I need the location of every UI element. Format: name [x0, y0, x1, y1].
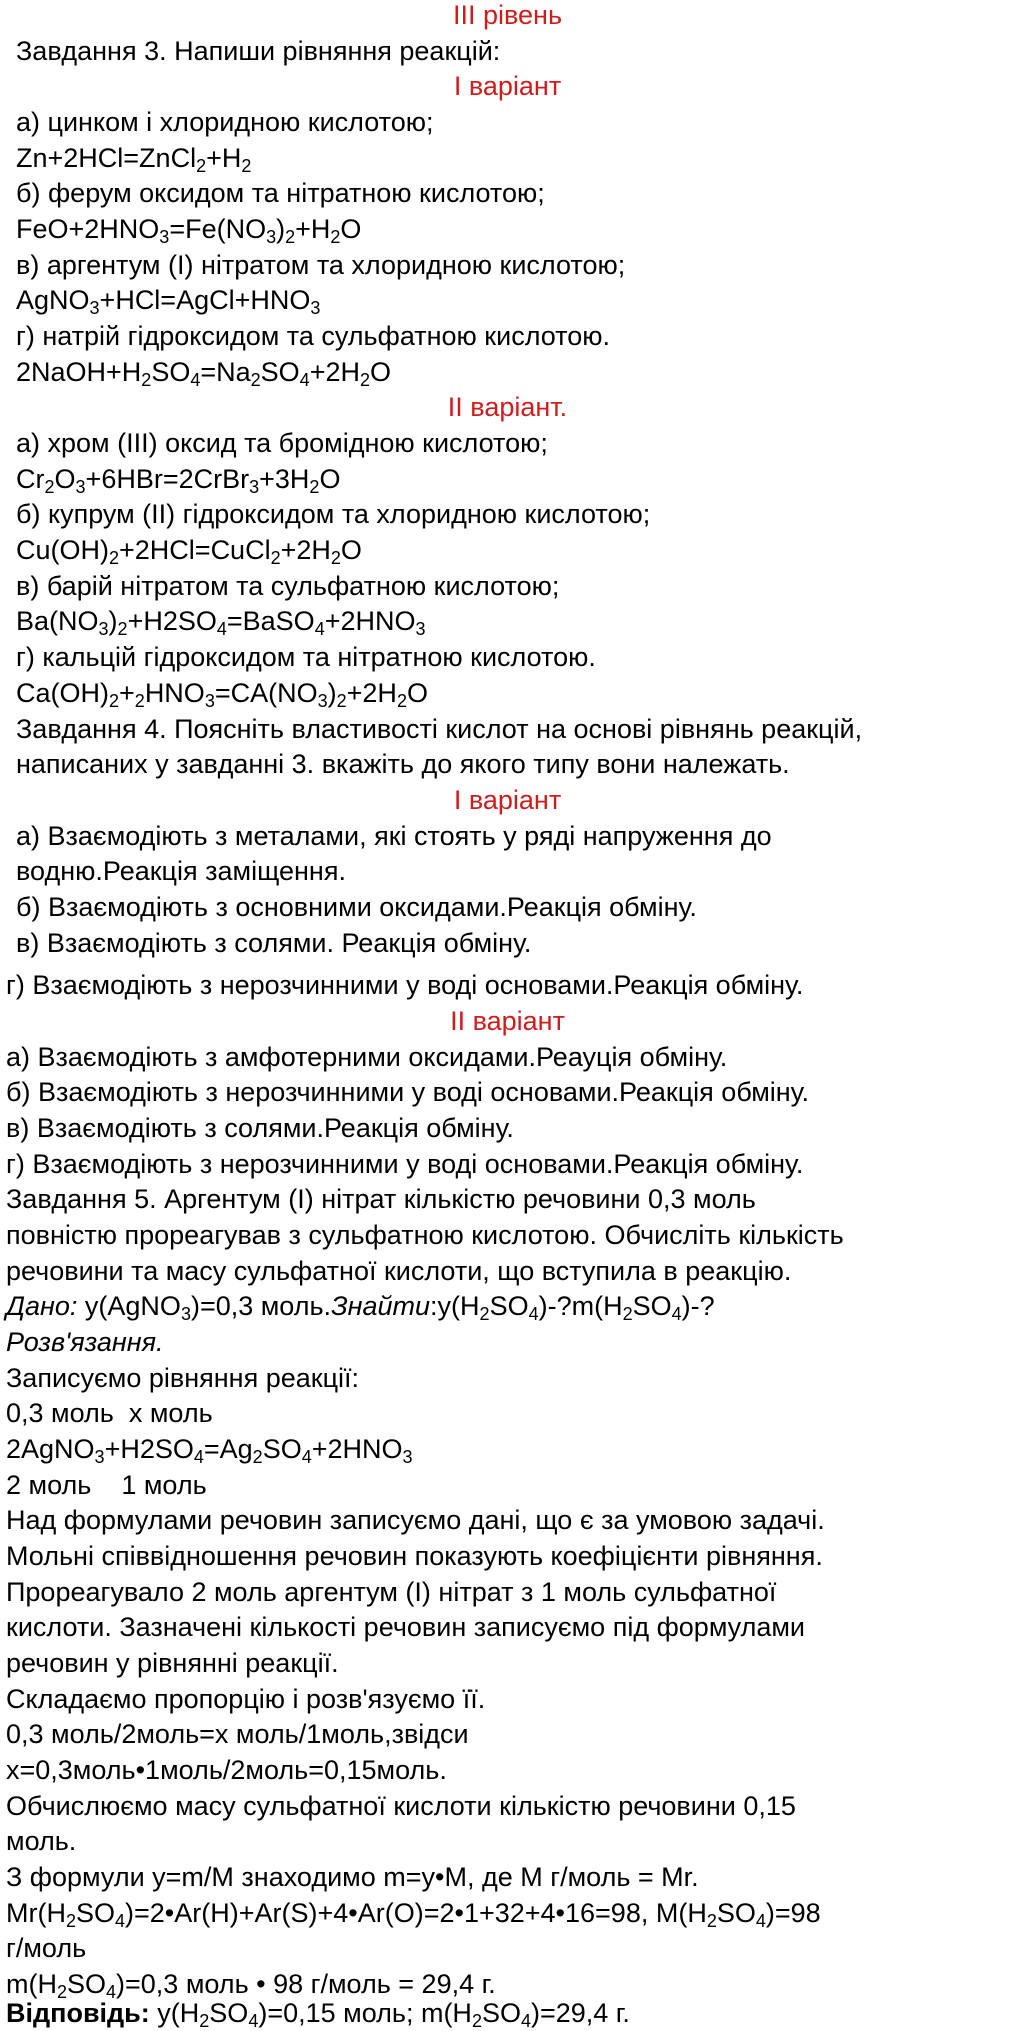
task5-mr-unit: г/моль: [6, 1933, 87, 1963]
task4-v1-a-line2: водню.Реакція заміщення.: [16, 856, 346, 886]
task3-v2-d-equation: $Ca(OH)_2+_2HNO_3=CA(NO_3)_2+2H_2O$: [16, 678, 428, 711]
task5-above-equation: 0,3 моль х моль: [6, 1398, 213, 1428]
task3-v2-c-text: в) барій нітратом та сульфатною кислотою;: [16, 571, 560, 601]
task3-v2-c-equation: $Ba(NO_3)_2+H2SO_4=BaSO_4+2HNO_3$: [16, 606, 426, 639]
given-label: Дано:: [6, 1291, 78, 1321]
task5-mr-calculation: $Mr(H_2SO_4)=2•Ar(H)+Ar(S)+4•Ar(O)=2•1+32+4•16=98$, $M(H_2SO_4)=98$: [6, 1898, 821, 1931]
task3-v1-d-equation: $2NaOH+H_2SO_4=Na_2SO_4+2H_2O$: [16, 357, 392, 390]
task3-v1-c-text: в) аргентум (І) нітратом та хлоридною кислотою;: [16, 250, 626, 280]
task5-solution-label: Розв'язання.: [6, 1327, 164, 1357]
task3-v1-a-equation: $Zn+2HCl=ZnCl_2+H_2$: [16, 143, 252, 176]
task5-explain-2: Мольні співвідношення речовин показують коефіцієнти рівняння.: [6, 1541, 823, 1571]
level-heading: ІІІ рівень: [452, 0, 563, 30]
task4-v1-d: г) Взаємодіють з нерозчинними у воді основами.Реакція обміну.: [6, 970, 804, 1000]
task4-variant1-title: І варіант: [453, 785, 562, 815]
task3-title: Завдання 3. Напиши рівняння реакцій:: [16, 36, 501, 66]
task4-v1-c: в) Взаємодіють з солями. Реакція обміну.: [16, 928, 532, 958]
task4-v2-c: в) Взаємодіють з солями.Реакція обміну.: [6, 1113, 514, 1143]
task4-v2-b: б) Взаємодіють з нерозчинними у воді основами.Реакція обміну.: [6, 1077, 809, 1107]
task3-variant1-title: І варіант: [453, 71, 562, 101]
task3-v1-a-text: а) цинком і хлоридною кислотою;: [16, 107, 434, 137]
task5-explain-3: Прореагувало 2 моль аргентум (І) нітрат з 1 моль сульфатної: [6, 1577, 777, 1607]
task4-variant2-title: ІІ варіант: [450, 1006, 565, 1036]
task3-v2-d-text: г) кальцій гідроксидом та нітратною кислотою.: [16, 642, 596, 672]
task5-explain-1: Над формулами речовин записуємо дані, що є за умовою задачі.: [6, 1505, 825, 1535]
task5-below-equation: 2 моль 1 моль: [6, 1470, 207, 1500]
task4-title-line2: написаних у завданні 3. вкажіть до якого типу вони належать.: [16, 749, 790, 779]
task5-x-calculation: х=0,3моль•1моль/2моль=0,15моль.: [6, 1755, 447, 1785]
task4-v2-d: г) Взаємодіють з нерозчинними у воді основами.Реакція обміну.: [6, 1149, 804, 1179]
task5-mass-result: $m(H_2SO_4)=0,3$ моль • 98 г/моль = 29,4 г.: [6, 1969, 496, 2002]
task3-v2-b-equation: $Cu(OH)_2+2HCl=CuCl_2+2H_2O$: [16, 535, 362, 568]
task3-v1-b-text: б) ферум оксидом та нітратною кислотою;: [16, 178, 545, 208]
task5-mass-line1: Обчислюємо масу сульфатної кислоти кількістю речовини 0,15: [6, 1791, 796, 1821]
task3-v1-d-text: г) натрій гідроксидом та сульфатною кислотою.: [16, 321, 610, 351]
task3-v1-b-equation: $FeO+2HNO_3=Fe(NO_3)_2+H_2O$: [16, 214, 362, 247]
find-label: Знайти: [331, 1291, 431, 1321]
task5-write-equation: Записуємо рівняння реакції:: [6, 1363, 360, 1393]
task5-line3: речовини та масу сульфатної кислоти, що вступила в реакцію.: [6, 1256, 792, 1286]
task4-v1-b: б) Взаємодіють з основними оксидами.Реакція обміну.: [16, 892, 697, 922]
task5-line1: Завдання 5. Аргентум (І) нітрат кількістю речовини 0,3 моль: [6, 1184, 756, 1214]
task5-mass-line2: моль.: [6, 1826, 77, 1856]
task5-explain-6: Складаємо пропорцію і розв'язуємо її.: [6, 1684, 486, 1714]
task3-v2-a-text: а) хром (ІІІ) оксид та бромідною кислотою;: [16, 428, 548, 458]
task3-v2-a-equation: $Cr_2O_3+6HBr=2CrBr_3+3H_2O$: [16, 464, 341, 497]
task5-proportion: 0,3 моль/2моль=х моль/1моль,звідси: [6, 1719, 469, 1749]
task5-formula-line: З формули y=m/M знаходимо m=y•M, де М г/моль = Mr.: [6, 1862, 699, 1892]
task5-answer: Відповідь: $y(H_2SO_4)=0,15$ моль; $m(H_2SO_4)=29,4$ г.: [6, 1998, 630, 2031]
answer-label: Відповідь:: [6, 1998, 150, 2028]
task5-explain-5: речовин у рівнянні реакції.: [6, 1648, 339, 1678]
task5-equation: $2AgNO_3+H2SO_4=Ag_2SO_4+2HNO_3$: [6, 1434, 413, 1467]
task5-given-line: Дано: y(AgNO$_3$)=0,3 $моль.Знайти:y(H_2SO_4)-?m(H_2SO_4)-$?: [6, 1291, 715, 1324]
task5-explain-4: кислоти. Зазначені кількості речовин записуємо під формулами: [6, 1612, 806, 1642]
task3-variant2-title: ІІ варіант.: [447, 392, 568, 422]
task4-title-line1: Завдання 4. Поясніть властивості кислот на основі рівнянь реакцій,: [16, 714, 863, 744]
task5-line2: повністю прореагував з сульфатною кислотою. Обчисліть кількість: [6, 1220, 844, 1250]
task4-v1-a-line1: а) Взаємодіють з металами, які стоять у ряді напруження до: [16, 821, 772, 851]
task3-v1-c-equation: $AgNO_3+HCl=AgCl+HNO_3$: [16, 285, 321, 318]
task4-v2-a: а) Взаємодіють з амфотерними оксидами.Реауція обміну.: [6, 1042, 728, 1072]
task3-v2-b-text: б) купрум (ІІ) гідроксидом та хлоридною кислотою;: [16, 499, 651, 529]
